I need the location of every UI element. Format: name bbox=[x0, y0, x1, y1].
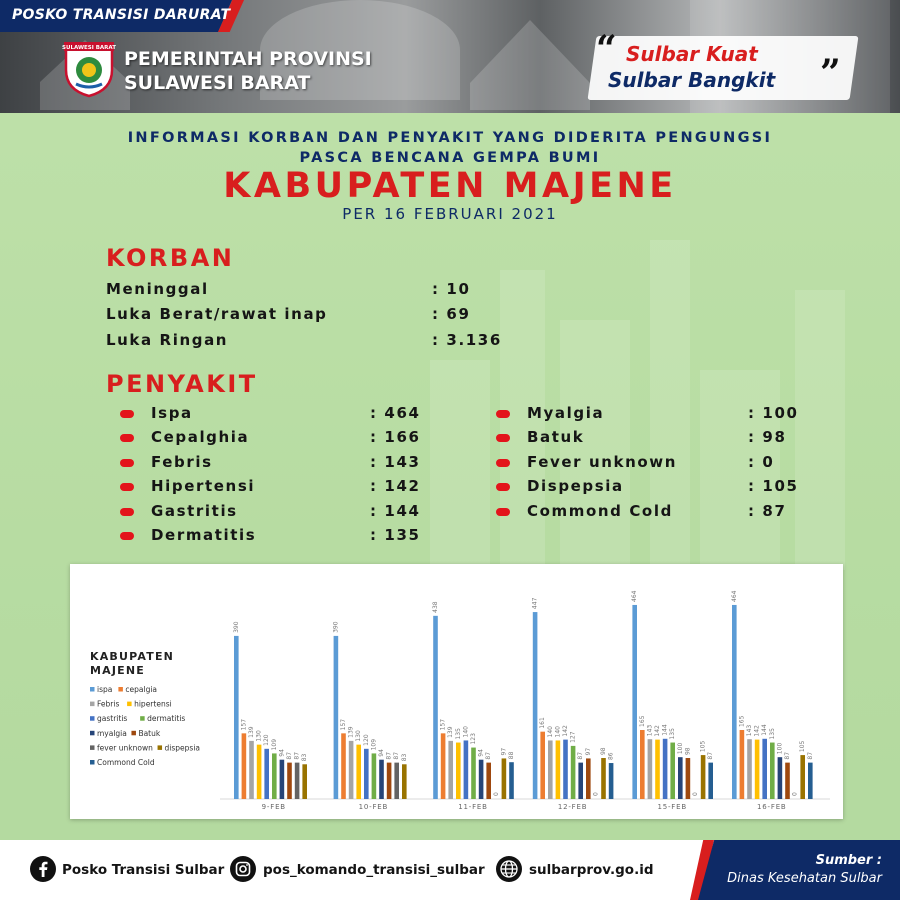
disease-label: Commond Cold bbox=[527, 502, 673, 520]
bar-dermatitis bbox=[571, 746, 576, 799]
bar-value-label: 130 bbox=[355, 730, 363, 742]
chart-legend bbox=[90, 685, 200, 767]
bar-value-label: 142 bbox=[753, 725, 761, 737]
x-tick-label: 15-FEB bbox=[657, 803, 687, 811]
bar-commond-cold bbox=[808, 763, 813, 799]
bar-value-label: 438 bbox=[432, 601, 439, 613]
bar-value-label: 87 bbox=[393, 751, 401, 760]
bar-value-label: 105 bbox=[799, 740, 807, 753]
x-tick-label: 11-FEB bbox=[458, 803, 488, 811]
bar-hipertensi bbox=[755, 740, 760, 799]
disease-value: : 100 bbox=[748, 404, 799, 422]
disease-value: : 98 bbox=[748, 428, 787, 446]
legend-swatch bbox=[140, 716, 145, 721]
disease-value: : 142 bbox=[370, 477, 421, 495]
bar-value-label: 87 bbox=[293, 751, 301, 760]
bar-value-label: 127 bbox=[569, 731, 577, 743]
report-date: PER 16 FEBRUARI 2021 bbox=[342, 205, 558, 223]
bar-value-label: 97 bbox=[500, 747, 508, 756]
bar-commond-cold bbox=[509, 762, 514, 799]
bar-dermatitis bbox=[770, 743, 775, 799]
korban-value: : 69 bbox=[432, 305, 471, 323]
disease-value: : 144 bbox=[370, 502, 421, 520]
government-title-line2: SULAWESI BARAT bbox=[124, 72, 311, 94]
korban-label: Meninggal bbox=[106, 280, 209, 298]
disease-value: : 135 bbox=[370, 526, 421, 544]
bar-commond-cold bbox=[708, 763, 713, 799]
bar-batuk bbox=[785, 763, 790, 799]
bar-value-label: 123 bbox=[470, 733, 477, 745]
bar-cepalgia bbox=[341, 733, 346, 799]
bar-value-label: 109 bbox=[370, 738, 378, 751]
website-link[interactable]: sulbarprov.go.id bbox=[529, 862, 654, 878]
bar-value-label: 157 bbox=[240, 718, 248, 731]
bar-hipertensi bbox=[257, 745, 262, 799]
bar-value-label: 135 bbox=[669, 728, 677, 740]
bar-myalgia bbox=[778, 757, 783, 799]
bar-value-label: 94 bbox=[278, 749, 286, 757]
bar-dermatitis bbox=[670, 743, 675, 799]
globe-icon[interactable] bbox=[496, 856, 522, 882]
bar-value-label: 135 bbox=[454, 728, 462, 740]
legend-swatch bbox=[90, 687, 95, 692]
bar-value-label: 94 bbox=[477, 749, 485, 757]
bar-value-label: 0 bbox=[492, 792, 500, 796]
bar-value-label: 390 bbox=[332, 621, 340, 633]
bar-gastritis bbox=[762, 739, 767, 799]
slogan-quote-close: ” bbox=[820, 52, 841, 94]
bar-dispepsia bbox=[601, 758, 606, 799]
bar-value-label: 144 bbox=[661, 724, 669, 736]
bar-value-label: 140 bbox=[546, 725, 554, 738]
red-bullet-icon bbox=[120, 434, 134, 442]
bar-value-label: 161 bbox=[539, 717, 547, 729]
source-value: Dinas Kesehatan Sulbar bbox=[727, 871, 882, 886]
bar-value-label: 120 bbox=[263, 734, 271, 746]
bar-myalgia bbox=[678, 757, 683, 799]
bar-ispa bbox=[234, 636, 239, 799]
bar-value-label: 143 bbox=[746, 724, 753, 737]
disease-value: : 166 bbox=[370, 428, 421, 446]
bar-value-label: 0 bbox=[692, 792, 699, 796]
bar-myalgia bbox=[578, 763, 583, 799]
bar-batuk bbox=[686, 758, 691, 799]
disease-label: Batuk bbox=[527, 428, 585, 446]
legend-swatch bbox=[158, 745, 163, 750]
bar-value-label: 139 bbox=[248, 726, 255, 738]
bar-dispepsia bbox=[701, 755, 706, 799]
bar-dermatitis bbox=[272, 753, 277, 799]
disease-label: Myalgia bbox=[527, 404, 605, 422]
x-tick-label: 9-FEB bbox=[261, 803, 286, 811]
bar-value-label: 88 bbox=[508, 751, 515, 760]
bar-value-label: 100 bbox=[676, 742, 684, 755]
bar-myalgia bbox=[479, 760, 484, 799]
bar-value-label: 87 bbox=[577, 751, 585, 760]
legend-entry: Febris bbox=[97, 699, 120, 709]
bar-value-label: 464 bbox=[730, 590, 738, 602]
bar-value-label: 87 bbox=[485, 751, 493, 760]
bar-ispa bbox=[732, 605, 737, 799]
bg-building bbox=[795, 290, 845, 570]
bar-febris bbox=[249, 741, 254, 799]
bar-value-label: 143 bbox=[646, 724, 654, 737]
bar-ispa bbox=[334, 636, 339, 799]
korban-value: : 3.136 bbox=[432, 331, 502, 349]
bar-gastritis bbox=[563, 740, 568, 799]
ruin-shape bbox=[470, 20, 590, 110]
government-title-line1: PEMERINTAH PROVINSI bbox=[124, 48, 372, 70]
bar-febris bbox=[648, 739, 653, 799]
bar-hipertensi bbox=[456, 743, 461, 799]
bar-gastritis bbox=[364, 749, 369, 799]
bar-value-label: 0 bbox=[791, 792, 799, 796]
bg-building bbox=[430, 360, 490, 570]
bar-value-label: 130 bbox=[255, 730, 263, 742]
red-bullet-icon bbox=[120, 483, 134, 491]
bar-value-label: 87 bbox=[286, 751, 293, 760]
bar-value-label: 139 bbox=[447, 726, 455, 738]
disease-label: Febris bbox=[151, 453, 213, 471]
bar-ispa bbox=[433, 616, 438, 799]
bg-building bbox=[650, 240, 690, 570]
bar-dispepsia bbox=[800, 755, 805, 799]
instagram-icon[interactable] bbox=[230, 856, 256, 882]
bar-value-label: 140 bbox=[462, 725, 470, 738]
disease-label: Dispepsia bbox=[527, 477, 624, 495]
x-tick-label: 16-FEB bbox=[757, 803, 787, 811]
facebook-link[interactable]: Posko Transisi Sulbar bbox=[62, 862, 225, 878]
bar-cepalgia bbox=[640, 730, 645, 799]
legend-entry: Batuk bbox=[138, 728, 161, 738]
bar-cepalgia bbox=[441, 733, 446, 799]
korban-label: Luka Berat/rawat inap bbox=[106, 305, 328, 323]
korban-heading: KORBAN bbox=[106, 244, 235, 272]
bar-hipertensi bbox=[556, 740, 561, 799]
bar-gastritis bbox=[264, 749, 269, 799]
disease-bar-chart bbox=[70, 564, 843, 819]
bar-gastritis bbox=[663, 739, 668, 799]
legend-swatch bbox=[118, 687, 123, 692]
bar-cepalgia bbox=[740, 730, 745, 799]
bar-value-label: 109 bbox=[270, 738, 278, 751]
legend-entry: gastritis bbox=[97, 714, 128, 724]
legend-swatch bbox=[127, 702, 132, 707]
bar-ispa bbox=[533, 612, 538, 799]
chart-card bbox=[70, 564, 843, 819]
legend-swatch bbox=[90, 760, 95, 765]
info-title-line1: INFORMASI KORBAN DAN PENYAKIT YANG DIDERITA PENGUNGSI bbox=[127, 130, 773, 146]
bar-value-label: 83 bbox=[301, 753, 309, 762]
region-title: KABUPATEN MAJENE bbox=[223, 166, 677, 206]
bar-commond-cold bbox=[609, 763, 614, 799]
source-label: Sumber : bbox=[815, 853, 882, 868]
bar-batuk bbox=[387, 763, 392, 799]
bar-hipertensi bbox=[356, 745, 361, 799]
legend-swatch bbox=[131, 731, 136, 736]
red-bullet-icon bbox=[120, 532, 134, 540]
bar-febris bbox=[448, 741, 453, 799]
bar-batuk bbox=[486, 763, 491, 799]
disease-label: Hipertensi bbox=[151, 477, 256, 495]
bar-value-label: 87 bbox=[784, 751, 791, 760]
bar-cepalgia bbox=[540, 732, 545, 799]
legend-entry: dispepsia bbox=[164, 743, 201, 753]
disease-value: : 0 bbox=[748, 453, 775, 471]
chart-title-line2: MAJENE bbox=[90, 664, 145, 677]
bar-value-label: 139 bbox=[347, 726, 355, 738]
bar-value-label: 94 bbox=[378, 749, 385, 757]
disease-label: Fever unknown bbox=[527, 453, 678, 471]
penyakit-heading: PENYAKIT bbox=[106, 370, 258, 398]
bar-value-label: 98 bbox=[600, 747, 607, 756]
info-title-line2: PASCA BENCANA GEMPA BUMI bbox=[299, 150, 601, 166]
disease-value: : 105 bbox=[748, 477, 799, 495]
disease-label: Ispa bbox=[151, 404, 193, 422]
bar-value-label: 464 bbox=[631, 590, 639, 602]
legend-entry: cepalgia bbox=[125, 685, 158, 694]
x-tick-label: 12-FEB bbox=[557, 803, 588, 811]
logo-lettering: SULAWESI BARAT bbox=[62, 45, 116, 51]
legend-entry: dermatitis bbox=[147, 714, 186, 724]
bar-dispepsia bbox=[502, 758, 507, 799]
chart-title-line1: KABUPATEN bbox=[90, 650, 175, 663]
red-bullet-icon bbox=[496, 410, 510, 418]
legend-entry: Commond Cold bbox=[97, 758, 155, 767]
disease-value: : 143 bbox=[370, 453, 421, 471]
legend-swatch bbox=[90, 702, 95, 707]
disease-label: Dermatitis bbox=[151, 526, 257, 544]
bar-dermatitis bbox=[372, 753, 377, 799]
bar-value-label: 120 bbox=[362, 734, 370, 746]
province-logo bbox=[62, 40, 116, 98]
bar-myalgia bbox=[379, 760, 384, 799]
bar-batuk bbox=[586, 758, 591, 799]
bar-myalgia bbox=[280, 760, 285, 799]
red-bullet-icon bbox=[120, 508, 134, 516]
bar-fever-unknown bbox=[394, 763, 399, 799]
red-bullet-icon bbox=[120, 410, 134, 418]
bar-value-label: 87 bbox=[806, 751, 814, 760]
red-bullet-icon bbox=[496, 459, 510, 467]
bar-value-label: 135 bbox=[768, 728, 776, 740]
bar-value-label: 105 bbox=[699, 740, 707, 753]
bar-gastritis bbox=[464, 740, 469, 799]
disease-value: : 87 bbox=[748, 502, 787, 520]
bar-value-label: 144 bbox=[761, 724, 769, 736]
bar-ispa bbox=[632, 605, 637, 799]
korban-label: Luka Ringan bbox=[106, 331, 229, 349]
red-bullet-icon bbox=[496, 434, 510, 442]
bar-febris bbox=[349, 741, 354, 799]
bar-febris bbox=[548, 740, 553, 799]
bar-hipertensi bbox=[655, 740, 660, 799]
bar-cepalgia bbox=[242, 733, 247, 799]
bar-value-label: 87 bbox=[707, 751, 715, 760]
red-bullet-icon bbox=[496, 483, 510, 491]
bar-value-label: 86 bbox=[607, 752, 615, 761]
bar-dispepsia bbox=[402, 764, 407, 799]
bar-value-label: 165 bbox=[638, 715, 646, 727]
bar-value-label: 100 bbox=[776, 742, 784, 755]
bar-value-label: 157 bbox=[439, 718, 447, 731]
bar-value-label: 447 bbox=[531, 597, 539, 610]
slogan-quote-open: “ bbox=[596, 28, 617, 70]
bar-value-label: 98 bbox=[684, 747, 692, 756]
disease-value: : 464 bbox=[370, 404, 421, 422]
chart-bars bbox=[220, 590, 830, 811]
bar-value-label: 140 bbox=[554, 725, 562, 738]
posko-banner-text: POSKO TRANSISI DARURAT bbox=[12, 7, 231, 23]
bar-batuk bbox=[287, 763, 292, 799]
red-bullet-icon bbox=[496, 508, 510, 516]
legend-swatch bbox=[90, 731, 95, 736]
bar-value-label: 390 bbox=[232, 621, 240, 633]
footer-source-panel bbox=[698, 840, 900, 900]
disease-label: Cepalghia bbox=[151, 428, 250, 446]
disease-label: Gastritis bbox=[151, 502, 238, 520]
bar-value-label: 97 bbox=[584, 747, 592, 756]
bar-value-label: 0 bbox=[592, 792, 600, 796]
bar-value-label: 142 bbox=[654, 725, 661, 737]
legend-entry: hipertensi bbox=[134, 699, 172, 709]
legend-entry: ispa bbox=[97, 685, 113, 694]
slogan-line2: Sulbar Bangkit bbox=[608, 68, 776, 92]
instagram-link[interactable]: pos_komando_transisi_sulbar bbox=[263, 862, 485, 878]
legend-entry: myalgia bbox=[97, 728, 127, 738]
red-bullet-icon bbox=[120, 459, 134, 467]
bar-value-label: 142 bbox=[562, 725, 569, 737]
bar-dispepsia bbox=[302, 764, 307, 799]
facebook-icon[interactable] bbox=[30, 856, 56, 882]
slogan-line1: Sulbar Kuat bbox=[626, 42, 758, 66]
bar-value-label: 87 bbox=[385, 751, 393, 760]
bar-value-label: 157 bbox=[340, 718, 347, 731]
korban-value: : 10 bbox=[432, 280, 471, 298]
bar-fever-unknown bbox=[295, 763, 300, 799]
bar-febris bbox=[747, 739, 752, 799]
bar-value-label: 83 bbox=[400, 753, 408, 762]
legend-entry: fever unknown bbox=[97, 743, 153, 753]
x-tick-label: 10-FEB bbox=[358, 803, 389, 811]
bar-dermatitis bbox=[471, 748, 476, 799]
legend-swatch bbox=[90, 716, 95, 721]
bar-value-label: 165 bbox=[738, 715, 746, 727]
legend-swatch bbox=[90, 745, 95, 750]
